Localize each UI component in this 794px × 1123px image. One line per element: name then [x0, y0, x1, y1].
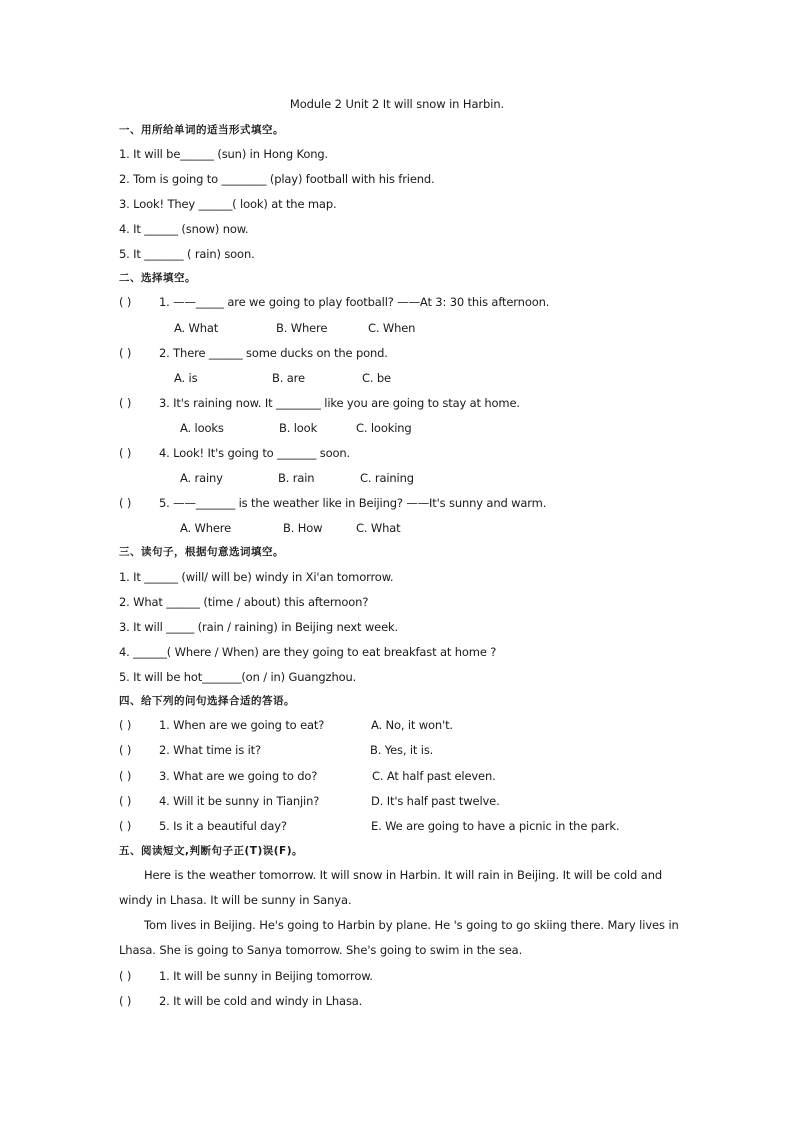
answer-paren: ( ) — [119, 346, 132, 360]
answer-option: A. No, it won't. — [371, 718, 453, 732]
option-b: B. are — [272, 371, 305, 385]
question-text: 5. Is it a beautiful day? — [159, 819, 287, 833]
option-a: A. What — [174, 321, 219, 335]
section1-item-1: 1. It will be______ (sun) in Hong Kong. — [119, 147, 329, 161]
option-b: B. Where — [276, 321, 328, 335]
answer-option: C. At half past eleven. — [372, 769, 496, 783]
question-text: 3. What are we going to do? — [159, 769, 318, 783]
section3-item-3: 3. It will _____ (rain / raining) in Beijing next week. — [119, 620, 399, 634]
reading-paragraph-2: Tom lives in Beijing. He's going to Harbin by plane. He 's going to go skiing there. Mary lives in Lhasa. She is going to Sanya tomorrow. She's going to swim in the sea. — [119, 918, 679, 957]
answer-paren: ( ) — [119, 794, 132, 808]
section1-item-4: 4. It ______ (snow) now. — [119, 222, 249, 236]
option-b: B. How — [283, 521, 323, 535]
answer-option: B. Yes, it is. — [370, 743, 434, 757]
question-text: 2. There ______ some ducks on the pond. — [159, 346, 388, 360]
section4-question-4 — [119, 794, 319, 808]
section1-item-2: 2. Tom is going to ________ (play) football with his friend. — [119, 172, 435, 186]
section4-question-3 — [119, 769, 317, 783]
section2-question-2 — [119, 346, 388, 360]
question-text: 1. When are we going to eat? — [159, 718, 325, 732]
section3-item-5: 5. It will be hot_______(on / in) Guangzhou. — [119, 670, 357, 684]
question-text: 3. It's raining now. It ________ like you are going to stay at home. — [159, 396, 520, 410]
option-b: B. rain — [278, 471, 315, 485]
option-c: C. looking — [356, 421, 412, 435]
answer-paren: ( ) — [119, 969, 132, 983]
section3-item-2: 2. What ______ (time / about) this afternoon? — [119, 595, 369, 609]
option-a: A. rainy — [180, 471, 223, 485]
answer-paren: ( ) — [119, 446, 132, 460]
statement-text: 2. It will be cold and windy in Lhasa. — [159, 994, 363, 1008]
section3-heading: 三、读句子，根据句意选词填空。 — [119, 546, 284, 558]
question-text: 2. What time is it? — [159, 743, 261, 757]
page-title: Module 2 Unit 2 It will snow in Harbin. — [289, 97, 505, 111]
question-text: 4. Look! It's going to _______ soon. — [159, 446, 351, 460]
answer-option: E. We are going to have a picnic in the park. — [371, 819, 620, 833]
option-a: A. looks — [180, 421, 224, 435]
section3-item-4: 4. ______( Where / When) are they going to eat breakfast at home ? — [119, 645, 497, 659]
section1-heading: 一、用所给单词的适当形式填空。 — [119, 124, 284, 136]
section4-question-2 — [119, 743, 261, 757]
section5-heading: 五、阅读短文,判断句子正(T)误(F)。 — [119, 845, 304, 857]
section2-question-4 — [119, 446, 350, 460]
option-b: B. look — [279, 421, 318, 435]
section2-heading: 二、选择填空。 — [119, 272, 196, 284]
reading-paragraph-1: Here is the weather tomorrow. It will snow in Harbin. It will rain in Beijing. It will be cold and windy in Lhasa. It will be sunny in Sanya. — [119, 868, 663, 907]
section1-item-5: 5. It _______ ( rain) soon. — [119, 247, 255, 261]
question-text: 1. ——_____ are we going to play football? ——At 3: 30 this afternoon. — [159, 295, 550, 309]
answer-paren: ( ) — [119, 769, 132, 783]
answer-paren: ( ) — [119, 819, 132, 833]
option-c: C. When — [368, 321, 416, 335]
option-c: C. be — [362, 371, 391, 385]
option-a: A. Where — [180, 521, 232, 535]
section4-question-5 — [119, 819, 287, 833]
section2-question-1 — [119, 295, 549, 309]
answer-option: D. It's half past twelve. — [371, 794, 500, 808]
answer-paren: ( ) — [119, 396, 132, 410]
section4-question-1 — [119, 718, 324, 732]
section1-item-3: 3. Look! They ______( look) at the map. — [119, 197, 337, 211]
option-a: A. is — [174, 371, 198, 385]
question-text: 4. Will it be sunny in Tianjin? — [159, 794, 320, 808]
section4-heading: 四、给下列的问句选择合适的答语。 — [119, 695, 295, 707]
section2-question-5 — [119, 496, 546, 510]
answer-paren: ( ) — [119, 295, 132, 309]
section2-question-3 — [119, 396, 520, 410]
section5-statement-1 — [119, 969, 373, 983]
option-c: C. What — [356, 521, 401, 535]
statement-text: 1. It will be sunny in Beijing tomorrow. — [159, 969, 373, 983]
answer-paren: ( ) — [119, 994, 132, 1008]
section5-statement-2 — [119, 994, 362, 1008]
answer-paren: ( ) — [119, 496, 132, 510]
answer-paren: ( ) — [119, 743, 132, 757]
answer-paren: ( ) — [119, 718, 132, 732]
option-c: C. raining — [360, 471, 414, 485]
question-text: 5. ——_______ is the weather like in Beijing? ——It's sunny and warm. — [159, 496, 547, 510]
section3-item-1: 1. It ______ (will/ will be) windy in Xi'an tomorrow. — [119, 570, 394, 584]
